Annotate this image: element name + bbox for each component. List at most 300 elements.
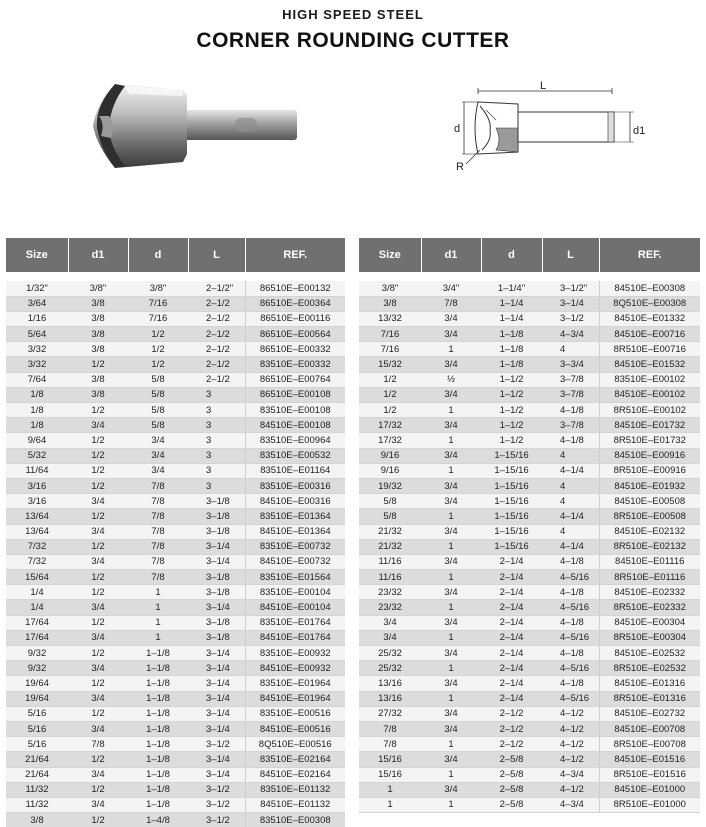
table-row: [359, 600, 700, 615]
table-row: [359, 646, 700, 661]
l-cell: 3–1/4: [188, 676, 245, 691]
d1-cell: 7/8: [421, 296, 481, 311]
table-row: [6, 630, 345, 645]
ref-cell: 8R510E–E02132: [599, 539, 700, 554]
ref-cell: 84510E–E01364: [245, 524, 345, 539]
ref-cell: 83510E–E00308: [245, 813, 345, 827]
l-cell: 4: [542, 524, 599, 539]
l-cell: 4–5/16: [542, 600, 599, 615]
size-cell: 13/16: [359, 691, 421, 706]
size-cell: 9/32: [6, 646, 68, 661]
ref-cell: 8R510E–E00304: [599, 630, 700, 645]
table-row: [6, 615, 345, 630]
l-cell: 4–3/4: [542, 767, 599, 782]
ref-cell: 83510E–E01564: [245, 570, 345, 585]
d-cell: 1–1/8: [128, 797, 188, 812]
size-cell: 11/64: [6, 463, 68, 478]
d-cell: 1: [128, 600, 188, 615]
l-cell: 4–1/2: [542, 737, 599, 752]
l-cell: 2–1/2: [188, 357, 245, 372]
d1-cell: 3/8: [68, 327, 128, 342]
l-cell: 3: [188, 433, 245, 448]
l-cell: 3–3/4: [542, 357, 599, 372]
d-cell: 1–15/16: [481, 448, 542, 463]
d1-cell: 3/4: [68, 721, 128, 736]
l-cell: 4–3/4: [542, 327, 599, 342]
size-cell: 1/4: [6, 585, 68, 600]
d-cell: 2–1/4: [481, 615, 542, 630]
ref-cell: 86510E–E00564: [245, 327, 345, 342]
ref-cell: 84510E–E00102: [599, 387, 700, 402]
size-cell: 5/8: [359, 494, 421, 509]
d-cell: 1: [128, 630, 188, 645]
d-cell: 1–4/8: [128, 813, 188, 827]
d1-cell: 1/2: [68, 782, 128, 797]
size-cell: 1: [359, 782, 421, 797]
d1-cell: 1/2: [68, 676, 128, 691]
table-row: [359, 539, 700, 554]
size-cell: 25/32: [359, 646, 421, 661]
table-row: [6, 676, 345, 691]
l-cell: 2–1/2: [188, 311, 245, 326]
ref-cell: 84510E–E00316: [245, 494, 345, 509]
size-cell: 3/32: [6, 342, 68, 357]
l-cell: 4: [542, 448, 599, 463]
d1-cell: 1/2: [68, 478, 128, 493]
table-row: [6, 478, 345, 493]
d-cell: 3/4: [128, 463, 188, 478]
d1-cell: ½: [421, 372, 481, 387]
ref-cell: 8R510E–E00708: [599, 737, 700, 752]
d-cell: 2–1/4: [481, 554, 542, 569]
table-row: [6, 509, 345, 524]
table-row: [6, 357, 345, 372]
l-cell: 3–1/8: [188, 509, 245, 524]
size-cell: 23/32: [359, 585, 421, 600]
size-cell: 3/8: [6, 813, 68, 827]
d-cell: 7/16: [128, 296, 188, 311]
d1-cell: 3/4: [421, 387, 481, 402]
d-cell: 1–1/8: [128, 721, 188, 736]
d-cell: 2–1/2: [481, 706, 542, 721]
size-cell: 17/32: [359, 418, 421, 433]
d-cell: 2–5/8: [481, 782, 542, 797]
table-row: [6, 570, 345, 585]
column-header-size: Size: [6, 238, 68, 272]
l-cell: 4–1/8: [542, 433, 599, 448]
size-cell: 3/4: [359, 615, 421, 630]
ref-cell: 83510E–E01364: [245, 509, 345, 524]
table-row: [6, 463, 345, 478]
d1-cell: 7/8: [68, 737, 128, 752]
cutter-diagram: [452, 80, 652, 175]
l-cell: 4–1/2: [542, 782, 599, 797]
d1-cell: 1/2: [68, 539, 128, 554]
d-cell: 1–1/4: [481, 296, 542, 311]
table-row: [359, 403, 700, 418]
table-row: [359, 782, 700, 797]
d1-cell: 3/8: [68, 342, 128, 357]
table-row: [6, 706, 345, 721]
table-row: [6, 752, 345, 767]
l-cell: 4: [542, 478, 599, 493]
diagram-label-R: R: [456, 161, 464, 173]
l-cell: 4–1/8: [542, 403, 599, 418]
d1-cell: 3/4: [68, 767, 128, 782]
table-row: [359, 554, 700, 569]
ref-cell: 84510E–E00516: [245, 721, 345, 736]
ref-cell: 84510E–E00508: [599, 494, 700, 509]
d1-cell: 1: [421, 661, 481, 676]
d-cell: 2–1/4: [481, 630, 542, 645]
d1-cell: 1: [421, 600, 481, 615]
size-cell: 1: [359, 797, 421, 812]
ref-cell: 83510E–E01764: [245, 615, 345, 630]
d1-cell: 3/8: [68, 387, 128, 402]
size-cell: 7/16: [359, 327, 421, 342]
l-cell: 3–7/8: [542, 372, 599, 387]
ref-cell: 83510E–E00108: [245, 403, 345, 418]
ref-cell: 8R510E–E02332: [599, 600, 700, 615]
size-cell: 7/8: [359, 721, 421, 736]
table-row: [359, 797, 700, 812]
d-cell: 2–1/4: [481, 600, 542, 615]
ref-cell: 84510E–E00708: [599, 721, 700, 736]
d-cell: 5/8: [128, 418, 188, 433]
size-cell: 1/32": [6, 281, 68, 296]
d-cell: 1–15/16: [481, 463, 542, 478]
ref-cell: 84510E–E00932: [245, 661, 345, 676]
size-cell: 17/64: [6, 630, 68, 645]
d1-cell: 1/2: [68, 357, 128, 372]
column-header-size: Size: [359, 238, 421, 272]
size-cell: 5/8: [359, 509, 421, 524]
l-cell: 3–1/8: [188, 615, 245, 630]
column-header-d1: d1: [68, 238, 128, 272]
table-row: [6, 646, 345, 661]
ref-cell: 84510E–E00732: [245, 554, 345, 569]
d1-cell: 1/2: [68, 646, 128, 661]
size-cell: 3/32: [6, 357, 68, 372]
table-row: [6, 433, 345, 448]
d1-cell: 3/8: [68, 311, 128, 326]
d-cell: 3/4: [128, 448, 188, 463]
l-cell: 4–5/16: [542, 661, 599, 676]
d-cell: 2–1/4: [481, 585, 542, 600]
size-cell: 15/32: [359, 357, 421, 372]
size-cell: 15/16: [359, 767, 421, 782]
l-cell: 4–1/8: [542, 615, 599, 630]
ref-cell: 8R510E–E00102: [599, 403, 700, 418]
size-cell: 7/32: [6, 554, 68, 569]
table-row: [359, 585, 700, 600]
l-cell: 4–1/2: [542, 706, 599, 721]
size-cell: 3/16: [6, 494, 68, 509]
table-row: [359, 418, 700, 433]
ref-cell: 84510E–E00308: [599, 281, 700, 296]
d-cell: 1–1/8: [481, 327, 542, 342]
ref-cell: 84510E–E00304: [599, 615, 700, 630]
ref-cell: 8R510E–E01316: [599, 691, 700, 706]
ref-cell: 84510E–E01132: [245, 797, 345, 812]
d-cell: 1: [128, 615, 188, 630]
ref-cell: 8R510E–E02532: [599, 661, 700, 676]
d-cell: 2–1/2: [481, 721, 542, 736]
d1-cell: 1: [421, 433, 481, 448]
ref-cell: 83510E–E00532: [245, 448, 345, 463]
size-cell: 25/32: [359, 661, 421, 676]
d1-cell: 3/4: [68, 524, 128, 539]
l-cell: 4–1/8: [542, 585, 599, 600]
d1-cell: 3/4: [421, 418, 481, 433]
size-table-left: [6, 238, 345, 827]
column-header-d: d: [128, 238, 188, 272]
d1-cell: 1/2: [68, 813, 128, 827]
l-cell: 3–1/8: [188, 494, 245, 509]
size-cell: 17/32: [359, 433, 421, 448]
l-cell: 3: [188, 387, 245, 402]
d1-cell: 1: [421, 797, 481, 812]
ref-cell: 8R510E–E00716: [599, 342, 700, 357]
table-row: [6, 372, 345, 387]
d-cell: 7/8: [128, 539, 188, 554]
ref-cell: 83510E–E00104: [245, 585, 345, 600]
ref-cell: 84510E–E01532: [599, 357, 700, 372]
ref-cell: 84510E–E01964: [245, 691, 345, 706]
size-cell: 1/8: [6, 403, 68, 418]
d-cell: 2–1/4: [481, 691, 542, 706]
size-cell: 19/64: [6, 676, 68, 691]
table-row: [359, 691, 700, 706]
d-cell: 2–1/4: [481, 661, 542, 676]
d1-cell: 3/8: [68, 296, 128, 311]
l-cell: 3–1/2: [188, 813, 245, 827]
d-cell: 1–15/16: [481, 509, 542, 524]
d-cell: 5/8: [128, 372, 188, 387]
d-cell: 1/2: [128, 357, 188, 372]
diagram-label-d: d: [454, 123, 461, 135]
ref-cell: 84510E–E01116: [599, 554, 700, 569]
table-row: [359, 478, 700, 493]
size-cell: 21/32: [359, 539, 421, 554]
size-cell: 5/32: [6, 448, 68, 463]
d-cell: 1–1/8: [128, 691, 188, 706]
size-cell: 3/64: [6, 296, 68, 311]
d1-cell: 3/4: [421, 357, 481, 372]
l-cell: 3–7/8: [542, 418, 599, 433]
page-title: CORNER ROUNDING CUTTER: [196, 29, 510, 52]
size-cell: 19/32: [359, 478, 421, 493]
d-cell: 3/4: [128, 433, 188, 448]
size-cell: 11/16: [359, 554, 421, 569]
l-cell: 4–1/4: [542, 463, 599, 478]
table-row: [359, 463, 700, 478]
d1-cell: 1: [421, 403, 481, 418]
d1-cell: 1: [421, 691, 481, 706]
l-cell: 3–1/8: [188, 570, 245, 585]
size-cell: 7/16: [359, 342, 421, 357]
d1-cell: 3/4: [421, 524, 481, 539]
table-row: [6, 661, 345, 676]
table-row: [359, 327, 700, 342]
l-cell: 4–1/8: [542, 554, 599, 569]
d1-cell: 3/4: [421, 752, 481, 767]
d-cell: 2–1/4: [481, 676, 542, 691]
l-cell: 2–1/2: [188, 372, 245, 387]
table-row: [6, 721, 345, 736]
l-cell: 2–1/2: [188, 296, 245, 311]
ref-cell: 84510E–E00104: [245, 600, 345, 615]
ref-cell: 84510E–E00108: [245, 418, 345, 433]
d1-cell: 1/2: [68, 585, 128, 600]
l-cell: 4–1/8: [542, 646, 599, 661]
table-row: [359, 342, 700, 357]
ref-cell: 84510E–E01764: [245, 630, 345, 645]
d-cell: 1–1/8: [128, 782, 188, 797]
ref-cell: 84510E–E01332: [599, 311, 700, 326]
d1-cell: 3/4: [421, 646, 481, 661]
table-row: [359, 630, 700, 645]
d1-cell: 3/4: [421, 615, 481, 630]
l-cell: 2–1/2": [188, 281, 245, 296]
size-cell: 17/64: [6, 615, 68, 630]
d-cell: 1–1/2: [481, 372, 542, 387]
ref-cell: 84510E–E02164: [245, 767, 345, 782]
size-cell: 11/32: [6, 797, 68, 812]
size-cell: 11/16: [359, 570, 421, 585]
d-cell: 1–1/2: [481, 418, 542, 433]
ref-cell: 84510E–E02732: [599, 706, 700, 721]
size-cell: 13/16: [359, 676, 421, 691]
size-cell: 9/64: [6, 433, 68, 448]
d1-cell: 3/4: [421, 448, 481, 463]
d1-cell: 1: [421, 509, 481, 524]
ref-cell: 84510E–E01000: [599, 782, 700, 797]
size-cell: 7/64: [6, 372, 68, 387]
table-row: [6, 327, 345, 342]
table-row: [6, 342, 345, 357]
ref-cell: 83510E–E01964: [245, 676, 345, 691]
ref-cell: 8R510E–E00508: [599, 509, 700, 524]
l-cell: 3: [188, 448, 245, 463]
d1-cell: 1: [421, 737, 481, 752]
table-row: [6, 311, 345, 326]
ref-cell: 86510E–E00364: [245, 296, 345, 311]
l-cell: 4: [542, 494, 599, 509]
column-header-d: d: [481, 238, 542, 272]
size-cell: 23/32: [359, 600, 421, 615]
ref-cell: 86510E–E00332: [245, 342, 345, 357]
column-header-ref: REF.: [599, 238, 700, 272]
size-cell: 13/32: [359, 311, 421, 326]
d1-cell: 1: [421, 539, 481, 554]
d1-cell: 3/4: [68, 797, 128, 812]
size-cell: 5/16: [6, 721, 68, 736]
table-row: [6, 539, 345, 554]
size-cell: 1/8: [6, 387, 68, 402]
l-cell: 3–1/4: [188, 767, 245, 782]
size-cell: 3/8": [359, 281, 421, 296]
d-cell: 1–1/2: [481, 403, 542, 418]
ref-cell: 84510E–E02132: [599, 524, 700, 539]
d-cell: 7/8: [128, 524, 188, 539]
size-cell: 1/16: [6, 311, 68, 326]
l-cell: 3: [188, 463, 245, 478]
d1-cell: 3/4: [421, 327, 481, 342]
size-cell: 1/2: [359, 403, 421, 418]
table-row: [359, 721, 700, 736]
size-cell: 11/32: [6, 782, 68, 797]
size-cell: 3/4: [359, 630, 421, 645]
d1-cell: 3/4: [68, 661, 128, 676]
d-cell: 1–1/8: [128, 706, 188, 721]
l-cell: 3–1/8: [188, 585, 245, 600]
table-row: [359, 752, 700, 767]
size-cell: 15/64: [6, 570, 68, 585]
table-row: [6, 782, 345, 797]
d-cell: 7/8: [128, 509, 188, 524]
size-cell: 9/32: [6, 661, 68, 676]
diagram-label-d1: d1: [633, 125, 646, 137]
size-cell: 1/8: [6, 418, 68, 433]
d-cell: 1–1/4: [481, 311, 542, 326]
l-cell: 3–1/4: [542, 296, 599, 311]
table-row: [359, 387, 700, 402]
size-cell: 5/16: [6, 706, 68, 721]
l-cell: 3–1/4: [188, 706, 245, 721]
d-cell: 5/8: [128, 403, 188, 418]
size-cell: 7/8: [359, 737, 421, 752]
table-row: [359, 524, 700, 539]
table-row: [359, 433, 700, 448]
d1-cell: 3/4: [421, 585, 481, 600]
d1-cell: 1/2: [68, 433, 128, 448]
d1-cell: 3/8: [68, 372, 128, 387]
l-cell: 3–1/2: [542, 311, 599, 326]
column-header-l: L: [542, 238, 599, 272]
ref-cell: 84510E–E02532: [599, 646, 700, 661]
table-row: [359, 311, 700, 326]
d-cell: 1–1/2: [481, 433, 542, 448]
d1-cell: 3/4: [421, 478, 481, 493]
d1-cell: 3/4: [421, 554, 481, 569]
d-cell: 2–5/8: [481, 752, 542, 767]
ref-cell: 83510E–E00732: [245, 539, 345, 554]
d-cell: 2–5/8: [481, 767, 542, 782]
table-row: [359, 706, 700, 721]
table-row: [359, 448, 700, 463]
ref-cell: 86510E–E00132: [245, 281, 345, 296]
ref-cell: 8R510E–E01516: [599, 767, 700, 782]
table-row: [6, 387, 345, 402]
table-row: [6, 585, 345, 600]
l-cell: 3: [188, 403, 245, 418]
table-row: [6, 494, 345, 509]
d1-cell: 1/2: [68, 615, 128, 630]
table-row: [359, 615, 700, 630]
l-cell: 4–3/4: [542, 797, 599, 812]
d1-cell: 1: [421, 630, 481, 645]
l-cell: 4–1/2: [542, 721, 599, 736]
size-cell: 15/16: [359, 752, 421, 767]
table-row: [359, 737, 700, 752]
l-cell: 3–1/2: [188, 782, 245, 797]
l-cell: 4–5/16: [542, 691, 599, 706]
d1-cell: 1: [421, 570, 481, 585]
d-cell: 2–5/8: [481, 797, 542, 812]
l-cell: 3–1/2": [542, 281, 599, 296]
size-cell: 21/64: [6, 767, 68, 782]
